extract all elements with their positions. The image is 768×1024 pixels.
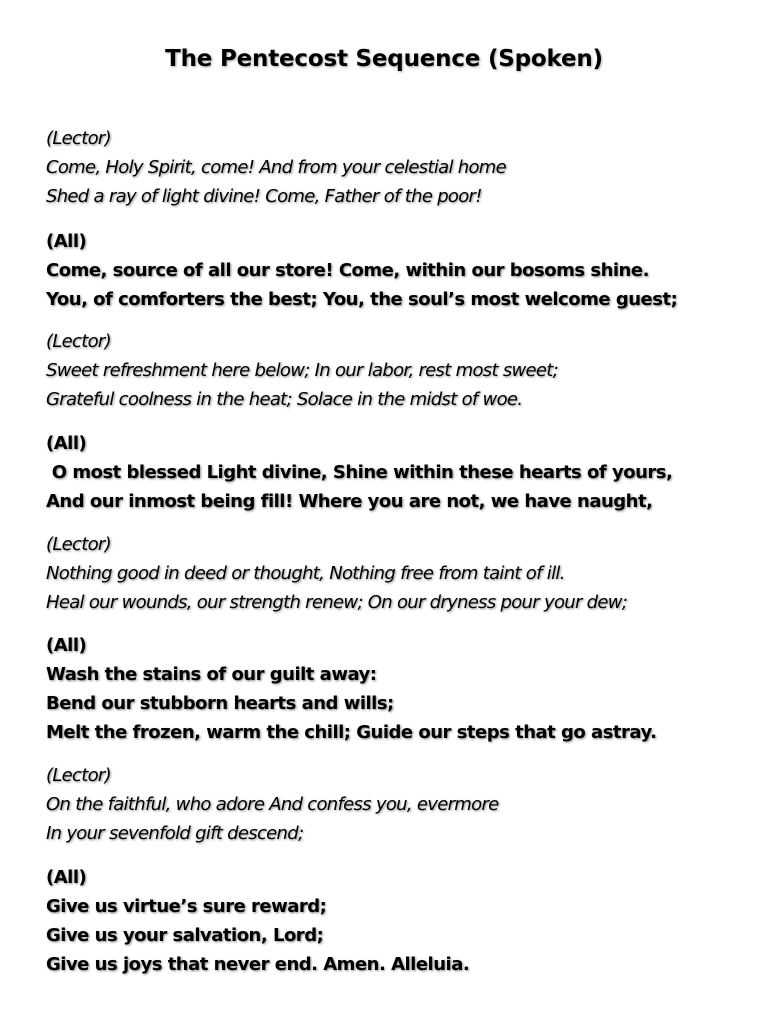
verse-line: Heal our wounds, our strength renew; On our dryness pour your dew; <box>46 592 628 613</box>
speaker-label: (All) <box>46 433 87 454</box>
verse-line: In your sevenfold gift descend; <box>46 823 304 844</box>
verse-line: Nothing good in deed or thought, Nothing free from taint of ill. <box>46 563 565 584</box>
verse-line: Give us joys that never end. Amen. Alleluia. <box>46 954 470 975</box>
verse-line: Come, source of all our store! Come, within our bosoms shine. <box>46 260 649 281</box>
speaker-label: (Lector) <box>46 331 111 352</box>
speaker-label: (All) <box>46 867 87 888</box>
speaker-label: (Lector) <box>46 765 111 786</box>
verse-line: And our inmost being fill! Where you are not, we have naught, <box>46 491 653 512</box>
speaker-label: (Lector) <box>46 128 111 149</box>
verse-line: O most blessed Light divine, Shine within these hearts of yours, <box>46 462 673 483</box>
verse-line: Melt the frozen, warm the chill; Guide our steps that go astray. <box>46 722 657 743</box>
verse-line: Shed a ray of light divine! Come, Father of the poor! <box>46 186 482 207</box>
all-section <box>46 863 746 979</box>
speaker-label: (All) <box>46 231 87 252</box>
speaker-label: (Lector) <box>46 534 111 555</box>
lector-section <box>46 761 746 848</box>
all-section <box>46 631 746 747</box>
verse-line: Give us virtue’s sure reward; <box>46 896 327 917</box>
lector-section <box>46 327 746 414</box>
all-section <box>46 429 746 516</box>
all-section <box>46 227 746 314</box>
verse-line: On the faithful, who adore And confess you, evermore <box>46 794 499 815</box>
page-title: The Pentecost Sequence (Spoken) <box>165 46 603 72</box>
lector-section <box>46 530 746 617</box>
verse-line: Wash the stains of our guilt away: <box>46 664 377 685</box>
verse-line: Come, Holy Spirit, come! And from your celestial home <box>46 157 507 178</box>
verse-line: You, of comforters the best; You, the soul’s most welcome guest; <box>46 289 678 310</box>
verse-line: Give us your salvation, Lord; <box>46 925 324 946</box>
verse-line: Grateful coolness in the heat; Solace in the midst of woe. <box>46 389 523 410</box>
lector-section <box>46 124 746 211</box>
speaker-label: (All) <box>46 635 87 656</box>
verse-line: Sweet refreshment here below; In our labor, rest most sweet; <box>46 360 558 381</box>
verse-line: Bend our stubborn hearts and wills; <box>46 693 394 714</box>
